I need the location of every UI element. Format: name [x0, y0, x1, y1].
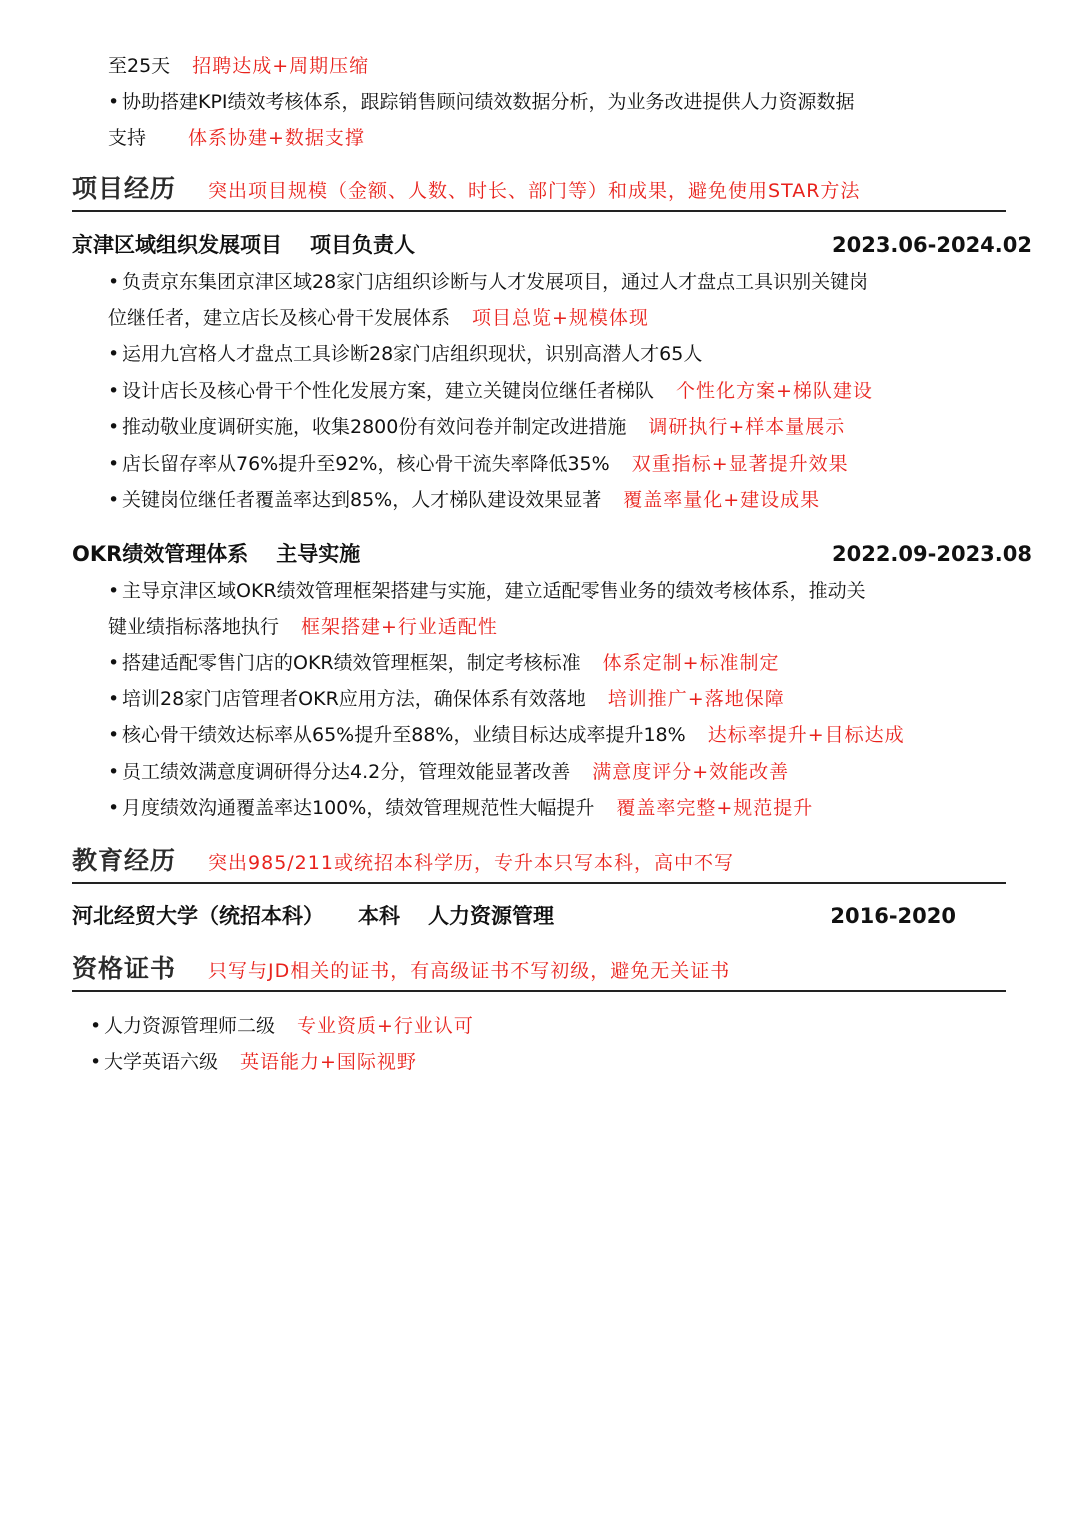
annotation: 满意度评分+效能改善 [592, 761, 790, 783]
annotation: 英语能力+国际视野 [240, 1051, 417, 1073]
bullet-icon: • [108, 489, 120, 511]
education-row [72, 899, 1032, 933]
project-header: 京津区域组织发展项目 项目负责人 2023.06-2024.02 [72, 228, 1032, 262]
school-name: 河北经贸大学（统招本科） [72, 904, 324, 928]
annotation: 个性化方案+梯队建设 [676, 380, 873, 402]
section-certificates [72, 952, 1006, 992]
annotation: 专业资质+行业认可 [297, 1015, 474, 1037]
section-note: 突出项目规模（金额、人数、时长、部门等）和成果，避免使用STAR方法 [208, 180, 861, 202]
bullet-line-cont: 支持 体系协建+数据支撑 [108, 127, 365, 149]
major: 人力资源管理 [428, 904, 554, 928]
bullet-line: • 设计店长及核心骨干个性化发展方案，建立关键岗位继任者梯队 个性化方案+梯队建设 [108, 373, 873, 409]
annotation: 体系定制+标准制定 [602, 652, 780, 674]
bullet-icon: • [108, 580, 120, 602]
bullet-icon: • [108, 761, 120, 783]
annotation: 培训推广+落地保障 [607, 688, 785, 710]
bullet-line: • 推动敬业度调研实施，收集2800份有效问卷并制定改进措施 调研执行+样本量展示 [108, 409, 845, 445]
annotation: 覆盖率量化+建设成果 [623, 489, 821, 511]
bullet-line-cont: 位继任者，建立店长及核心骨干发展体系 项目总览+规模体现 [108, 307, 649, 329]
project-date: 2022.09-2023.08 [831, 542, 1032, 566]
section-title: 教育经历 [72, 846, 177, 875]
bullet-line: • 核心骨干绩效达标率从65%提升至88%，业绩目标达成率提升18% 达标率提升+目标达成 [108, 717, 905, 753]
annotation: 体系协建+数据支撑 [188, 127, 365, 149]
bullet-line: • 负责京东集团京津区域28家门店组织诊断与人才发展项目，通过人才盘点工具识别关键岗 [108, 264, 868, 300]
cert-item: • 人力资源管理师二级 专业资质+行业认可 [90, 1008, 474, 1044]
bullet-line: • 运用九宫格人才盘点工具诊断28家门店组织现状，识别高潜人才65人 [108, 336, 702, 372]
bullet-line: • 店长留存率从76%提升至92%，核心骨干流失率降低35% 双重指标+显著提升效果 [108, 446, 849, 482]
bullet-icon: • [108, 453, 120, 475]
section-note: 突出985/211或统招本科学历，专升本只写本科，高中不写 [208, 852, 734, 874]
annotation: 达标率提升+目标达成 [707, 724, 905, 746]
section-title: 项目经历 [72, 174, 177, 203]
bullet-line: • 月度绩效沟通覆盖率达100%，绩效管理规范性大幅提升 覆盖率完整+规范提升 [108, 790, 813, 826]
continued-line: 至25天 招聘达成+周期压缩 [108, 55, 370, 77]
bullet-line-cont: 键业绩指标落地执行 框架搭建+行业适配性 [108, 616, 498, 638]
annotation: 框架搭建+行业适配性 [301, 616, 498, 638]
project-date: 2023.06-2024.02 [831, 233, 1032, 257]
bullet-line: • 搭建适配零售门店的OKR绩效管理框架，制定考核标准 体系定制+标准制定 [108, 645, 780, 681]
section-note: 只写与JD相关的证书，有高级证书不写初级，避免无关证书 [208, 960, 731, 982]
bullet-icon: • [90, 1015, 102, 1037]
bullet-icon: • [108, 91, 120, 113]
bullet-icon: • [108, 271, 120, 293]
bullet-line: • 员工绩效满意度调研得分达4.2分，管理效能显著改善 满意度评分+效能改善 [108, 754, 789, 790]
annotation: 调研执行+样本量展示 [648, 416, 846, 438]
annotation: 招聘达成+周期压缩 [192, 55, 370, 77]
education-date: 2016-2020 [830, 904, 956, 928]
section-projects [72, 172, 1006, 212]
cert-item: • 大学英语六级 英语能力+国际视野 [90, 1044, 417, 1080]
bullet-icon: • [90, 1051, 102, 1073]
section-title: 资格证书 [72, 954, 177, 983]
annotation: 项目总览+规模体现 [472, 307, 649, 329]
bullet-icon: • [108, 797, 120, 819]
bullet-icon: • [108, 688, 120, 710]
bullet-icon: • [108, 724, 120, 746]
project-header: OKR绩效管理体系 主导实施 2022.09-2023.08 [72, 537, 1032, 571]
degree: 本科 [358, 904, 400, 928]
bullet-line: • 关键岗位继任者覆盖率达到85%，人才梯队建设效果显著 覆盖率量化+建设成果 [108, 482, 820, 518]
bullet-line: • 协助搭建KPI绩效考核体系，跟踪销售顾问绩效数据分析，为业务改进提供人力资源数据 [108, 84, 855, 120]
bullet-icon: • [108, 652, 120, 674]
annotation: 双重指标+显著提升效果 [631, 453, 849, 475]
section-education [72, 844, 1006, 884]
bullet-icon: • [108, 343, 120, 365]
annotation: 覆盖率完整+规范提升 [616, 797, 814, 819]
bullet-line: • 培训28家门店管理者OKR应用方法，确保体系有效落地 培训推广+落地保障 [108, 681, 785, 717]
bullet-icon: • [108, 380, 120, 402]
bullet-line: • 主导京津区域OKR绩效管理框架搭建与实施，建立适配零售业务的绩效考核体系，推动关 [108, 573, 866, 609]
bullet-icon: • [108, 416, 120, 438]
